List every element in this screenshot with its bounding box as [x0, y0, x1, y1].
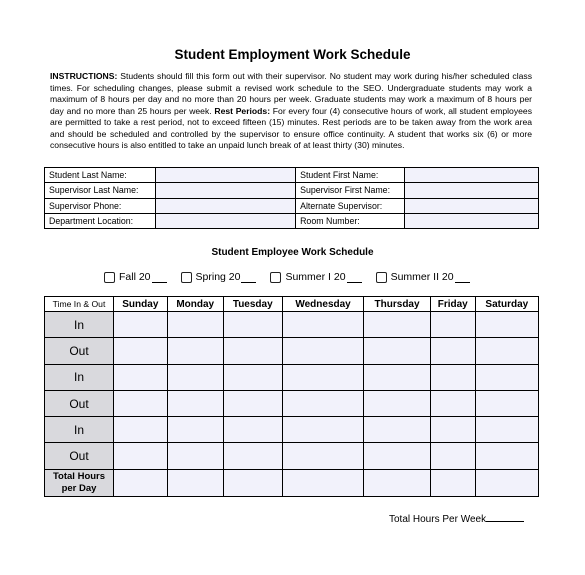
time-in-out-header: Time In & Out: [45, 297, 114, 312]
schedule-cell[interactable]: [223, 443, 282, 469]
form-title: Student Employment Work Schedule: [174, 47, 411, 62]
instructions-body-2: For every four (4) consecutive hours of work, all student employees are permitted to take a rest period, not to exceed fifteen (15) minutes. Rest periods are to be taken away from the work area and should be scheduled and controlled by the supervisor to ensure office continuity. A student that works six (6) or more consecutive hours is also entitled to take an unpaid lunch break of at least thirty (30) minutes.: [50, 105, 532, 150]
schedule-row: [45, 443, 539, 469]
room-number-label: Room Number:: [296, 213, 405, 228]
term-option-spring[interactable]: [181, 271, 257, 283]
schedule-cell[interactable]: [223, 417, 282, 443]
total-cell[interactable]: [223, 469, 282, 496]
schedule-cell[interactable]: [364, 417, 431, 443]
schedule-cell[interactable]: [430, 443, 475, 469]
row-label-out: Out: [45, 338, 114, 364]
fall-label: Fall 20: [119, 271, 151, 283]
total-hours-per-week: [389, 511, 524, 525]
schedule-row: [45, 338, 539, 364]
summer-1-checkbox[interactable]: [270, 272, 281, 283]
schedule-cell[interactable]: [223, 364, 282, 390]
schedule-cell[interactable]: [430, 312, 475, 338]
total-cell[interactable]: [282, 469, 364, 496]
schedule-cell[interactable]: [282, 338, 364, 364]
employee-info-table: [44, 167, 539, 229]
schedule-cell[interactable]: [430, 364, 475, 390]
term-option-fall[interactable]: [104, 271, 167, 283]
supervisor-last-name-field[interactable]: [156, 183, 296, 198]
row-label-in: In: [45, 312, 114, 338]
schedule-cell[interactable]: [475, 390, 538, 416]
schedule-cell[interactable]: [475, 443, 538, 469]
summer-2-year-blank[interactable]: [455, 272, 470, 283]
day-header-saturday: Saturday: [475, 297, 538, 312]
supervisor-phone-field[interactable]: [156, 198, 296, 213]
schedule-row: [45, 390, 539, 416]
schedule-cell[interactable]: [282, 364, 364, 390]
row-label-in: In: [45, 364, 114, 390]
supervisor-first-name-label: Supervisor First Name:: [296, 183, 405, 198]
row-label-out: Out: [45, 390, 114, 416]
schedule-row: [45, 364, 539, 390]
alternate-supervisor-label: Alternate Supervisor:: [296, 198, 405, 213]
total-cell[interactable]: [430, 469, 475, 496]
schedule-cell[interactable]: [475, 417, 538, 443]
work-schedule-table: [44, 296, 539, 497]
day-header-wednesday: Wednesday: [282, 297, 364, 312]
fall-year-blank[interactable]: [152, 272, 167, 283]
schedule-cell[interactable]: [475, 338, 538, 364]
day-header-thursday: Thursday: [364, 297, 431, 312]
alternate-supervisor-field[interactable]: [405, 198, 539, 213]
schedule-cell[interactable]: [167, 390, 223, 416]
schedule-cell[interactable]: [114, 364, 168, 390]
total-cell[interactable]: [167, 469, 223, 496]
total-cell[interactable]: [475, 469, 538, 496]
department-location-field[interactable]: [156, 213, 296, 228]
supervisor-last-name-label: Supervisor Last Name:: [45, 183, 156, 198]
total-hours-per-day-label: [45, 469, 114, 496]
schedule-cell[interactable]: [167, 443, 223, 469]
rest-periods-label: Rest Periods:: [214, 105, 271, 116]
schedule-cell[interactable]: [430, 390, 475, 416]
spring-label: Spring 20: [195, 271, 241, 283]
summer-1-year-blank[interactable]: [347, 272, 362, 283]
schedule-cell[interactable]: [282, 390, 364, 416]
info-row: [45, 183, 539, 198]
schedule-title: Student Employee Work Schedule: [211, 247, 374, 258]
room-number-field[interactable]: [405, 213, 539, 228]
schedule-cell[interactable]: [364, 312, 431, 338]
schedule-cell[interactable]: [114, 417, 168, 443]
schedule-cell[interactable]: [364, 443, 431, 469]
schedule-cell[interactable]: [223, 390, 282, 416]
schedule-cell[interactable]: [475, 312, 538, 338]
schedule-cell[interactable]: [114, 312, 168, 338]
summer-2-label: Summer II 20: [390, 271, 454, 283]
term-option-summer-2[interactable]: [376, 271, 470, 283]
spring-checkbox[interactable]: [181, 272, 192, 283]
department-location-label: Department Location:: [45, 213, 156, 228]
schedule-cell[interactable]: [430, 338, 475, 364]
total-hours-label-line-1: Total Hours: [52, 470, 106, 482]
row-label-out: Out: [45, 443, 114, 469]
total-hours-label-line-2: per Day: [61, 482, 97, 494]
student-last-name-label: Student Last Name:: [45, 168, 156, 183]
student-first-name-field[interactable]: [405, 168, 539, 183]
schedule-cell[interactable]: [167, 338, 223, 364]
schedule-cell[interactable]: [282, 443, 364, 469]
total-hours-per-week-label: Total Hours Per Week: [389, 514, 487, 525]
day-header-friday: Friday: [430, 297, 475, 312]
schedule-cell[interactable]: [430, 417, 475, 443]
total-cell[interactable]: [364, 469, 431, 496]
supervisor-first-name-field[interactable]: [405, 183, 539, 198]
student-last-name-field[interactable]: [156, 168, 296, 183]
day-header-sunday: Sunday: [114, 297, 168, 312]
student-first-name-label: Student First Name:: [296, 168, 405, 183]
schedule-row: [45, 417, 539, 443]
summer-2-checkbox[interactable]: [376, 272, 387, 283]
schedule-cell[interactable]: [282, 417, 364, 443]
spring-year-blank[interactable]: [241, 272, 256, 283]
schedule-cell[interactable]: [364, 338, 431, 364]
total-cell[interactable]: [114, 469, 168, 496]
schedule-cell[interactable]: [223, 338, 282, 364]
term-selector: [104, 271, 484, 283]
term-option-summer-1[interactable]: [270, 271, 361, 283]
info-row: [45, 198, 539, 213]
summer-1-label: Summer I 20: [285, 271, 346, 283]
instructions-body-1: Students should fill this form out with their supervisor. No student may work during his/her scheduled class times. For scheduling changes, please submit a revised work schedule to the SEO. Undergraduate students may work a maximum of 8 hours per day and no more than 20 hours per week. Graduate students may work a maximum of 8 hours per day and no more than 25 hours per week.: [50, 71, 532, 116]
schedule-cell[interactable]: [167, 312, 223, 338]
supervisor-phone-label: Supervisor Phone:: [45, 198, 156, 213]
total-hours-row: [45, 469, 539, 496]
schedule-cell[interactable]: [282, 312, 364, 338]
day-header-tuesday: Tuesday: [223, 297, 282, 312]
day-header-monday: Monday: [167, 297, 223, 312]
schedule-cell[interactable]: [364, 364, 431, 390]
schedule-row: [45, 312, 539, 338]
schedule-cell[interactable]: [223, 312, 282, 338]
instructions-lead: INSTRUCTIONS:: [50, 71, 118, 81]
fall-checkbox[interactable]: [104, 272, 115, 283]
schedule-cell[interactable]: [114, 443, 168, 469]
schedule-cell[interactable]: [167, 364, 223, 390]
row-label-in: In: [45, 417, 114, 443]
schedule-cell[interactable]: [167, 417, 223, 443]
schedule-header-row: [45, 297, 539, 312]
schedule-cell[interactable]: [114, 338, 168, 364]
instructions-text: [50, 71, 532, 152]
info-row: [45, 168, 539, 183]
schedule-cell[interactable]: [364, 390, 431, 416]
schedule-cell[interactable]: [475, 364, 538, 390]
schedule-cell[interactable]: [114, 390, 168, 416]
info-row: [45, 213, 539, 228]
total-hours-per-week-blank[interactable]: [486, 511, 524, 522]
